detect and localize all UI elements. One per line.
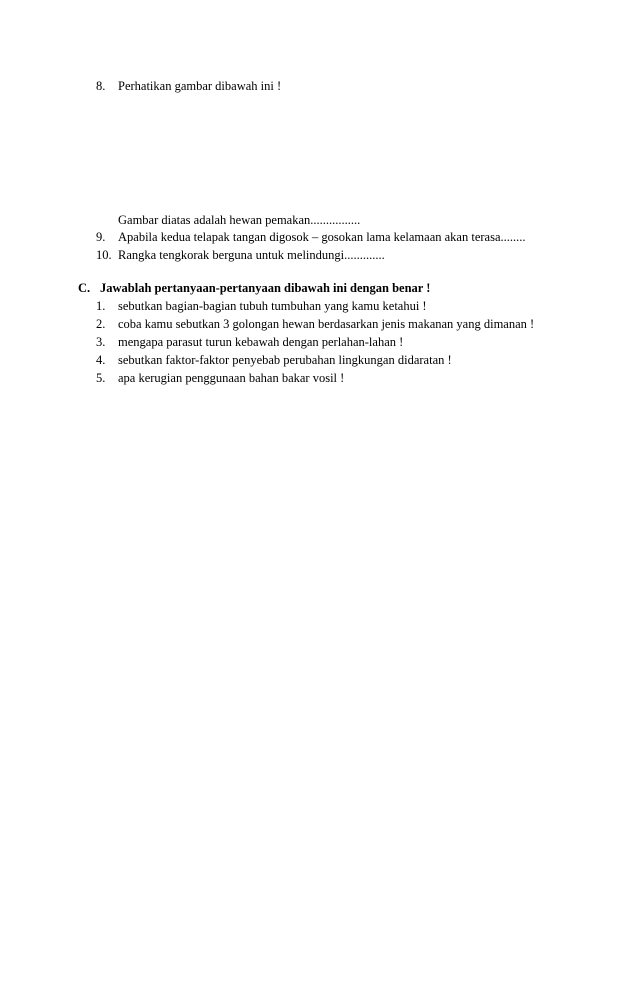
section-c-item-3-number: 3. — [96, 335, 106, 349]
question-10-text: Rangka tengkorak berguna untuk melindungi............. — [118, 248, 385, 262]
question-8-followup: Gambar diatas adalah hewan pemakan................ — [118, 213, 361, 227]
section-c-item-5-number: 5. — [96, 371, 106, 385]
section-c-item-3-text: mengapa parasut turun kebawah dengan perlahan-lahan ! — [118, 335, 404, 349]
section-c-heading: Jawablah pertanyaan-pertanyaan dibawah ini dengan benar ! — [100, 281, 431, 295]
section-c-item-1-number: 1. — [96, 299, 106, 313]
question-10-number: 10. — [96, 248, 112, 262]
question-8-image-placeholder — [118, 118, 398, 208]
section-c-item-4-number: 4. — [96, 353, 106, 367]
section-c-item-4-text: sebutkan faktor-faktor penyebab perubahan lingkungan didaratan ! — [118, 353, 452, 367]
section-c-item-5-text: apa kerugian penggunaan bahan bakar vosil ! — [118, 371, 345, 385]
section-c-item-1-text: sebutkan bagian-bagian tubuh tumbuhan yang kamu ketahui ! — [118, 299, 427, 313]
question-8-number: 8. — [96, 79, 106, 93]
question-8-text: Perhatikan gambar dibawah ini ! — [118, 79, 282, 93]
question-9-number: 9. — [96, 230, 106, 244]
section-c-letter: C. — [78, 281, 91, 295]
section-c-item-2-text: coba kamu sebutkan 3 golongan hewan berdasarkan jenis makanan yang dimanan ! — [118, 317, 535, 331]
question-9-text: Apabila kedua telapak tangan digosok – gosokan lama kelamaan akan terasa........ — [118, 230, 526, 244]
section-c-item-2-number: 2. — [96, 317, 106, 331]
